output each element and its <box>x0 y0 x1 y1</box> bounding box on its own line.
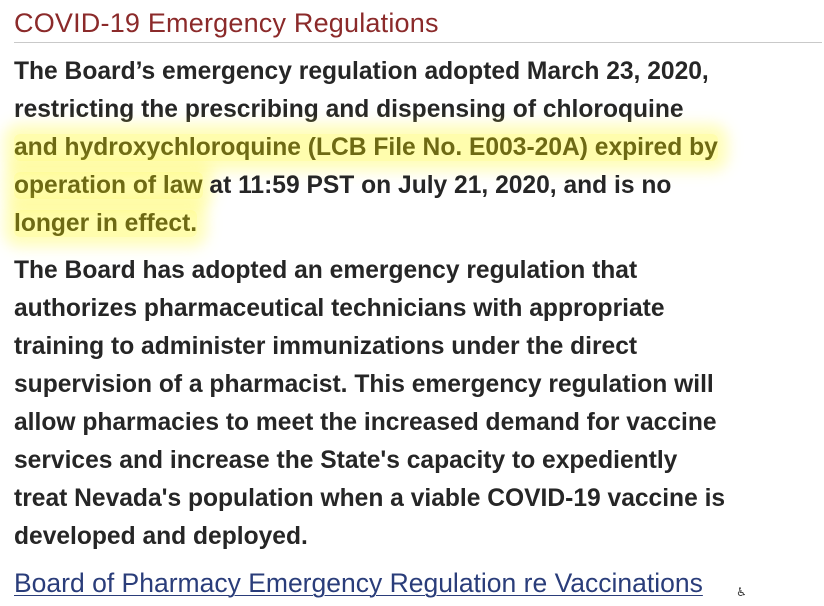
paragraph2-line: treat Nevada's population when a viable COVID-19 vaccine is <box>14 485 726 512</box>
accessibility-icon: ♿ <box>736 585 747 599</box>
paragraph2-line: authorizes pharmaceutical technicians with appropriate <box>14 295 665 322</box>
paragraph1-line-4 <box>14 167 820 205</box>
vaccination-regulation-link[interactable]: Board of Pharmacy Emergency Regulation re Vaccinations <box>14 568 703 598</box>
paragraph2-line: developed and deployed. <box>14 523 308 550</box>
paragraph1-line-4-rest: at 11:59 PST on July 21, 2020, and is no <box>202 172 672 199</box>
paragraph2-line: allow pharmacies to meet the increased demand for vaccine <box>14 409 717 436</box>
technician-regulation-paragraph <box>14 252 820 556</box>
section-title: COVID-19 Emergency Regulations <box>14 8 439 38</box>
highlighted-text: operation of law <box>14 172 203 199</box>
paragraph2-line: training to administer immunizations under the direct <box>14 333 638 360</box>
paragraph1-line-5 <box>14 205 820 243</box>
paragraph2-line: services and increase the State's capacity to expediently <box>14 447 678 474</box>
expired-regulation-paragraph <box>14 53 820 243</box>
paragraph1-line-3 <box>14 129 820 167</box>
paragraph2-line: The Board has adopted an emergency regulation that <box>14 257 638 284</box>
highlighted-text: longer in effect. <box>14 210 198 237</box>
paragraph1-line-2: restricting the prescribing and dispensing of chloroquine <box>14 96 684 123</box>
paragraph2-line: supervision of a pharmacist. This emergency regulation will <box>14 371 714 398</box>
highlighted-text: and hydroxychloroquine (LCB File No. E003-20A) expired by <box>14 134 718 161</box>
title-divider <box>14 42 822 43</box>
paragraph1-line-1: The Board’s emergency regulation adopted March 23, 2020, <box>14 58 709 85</box>
